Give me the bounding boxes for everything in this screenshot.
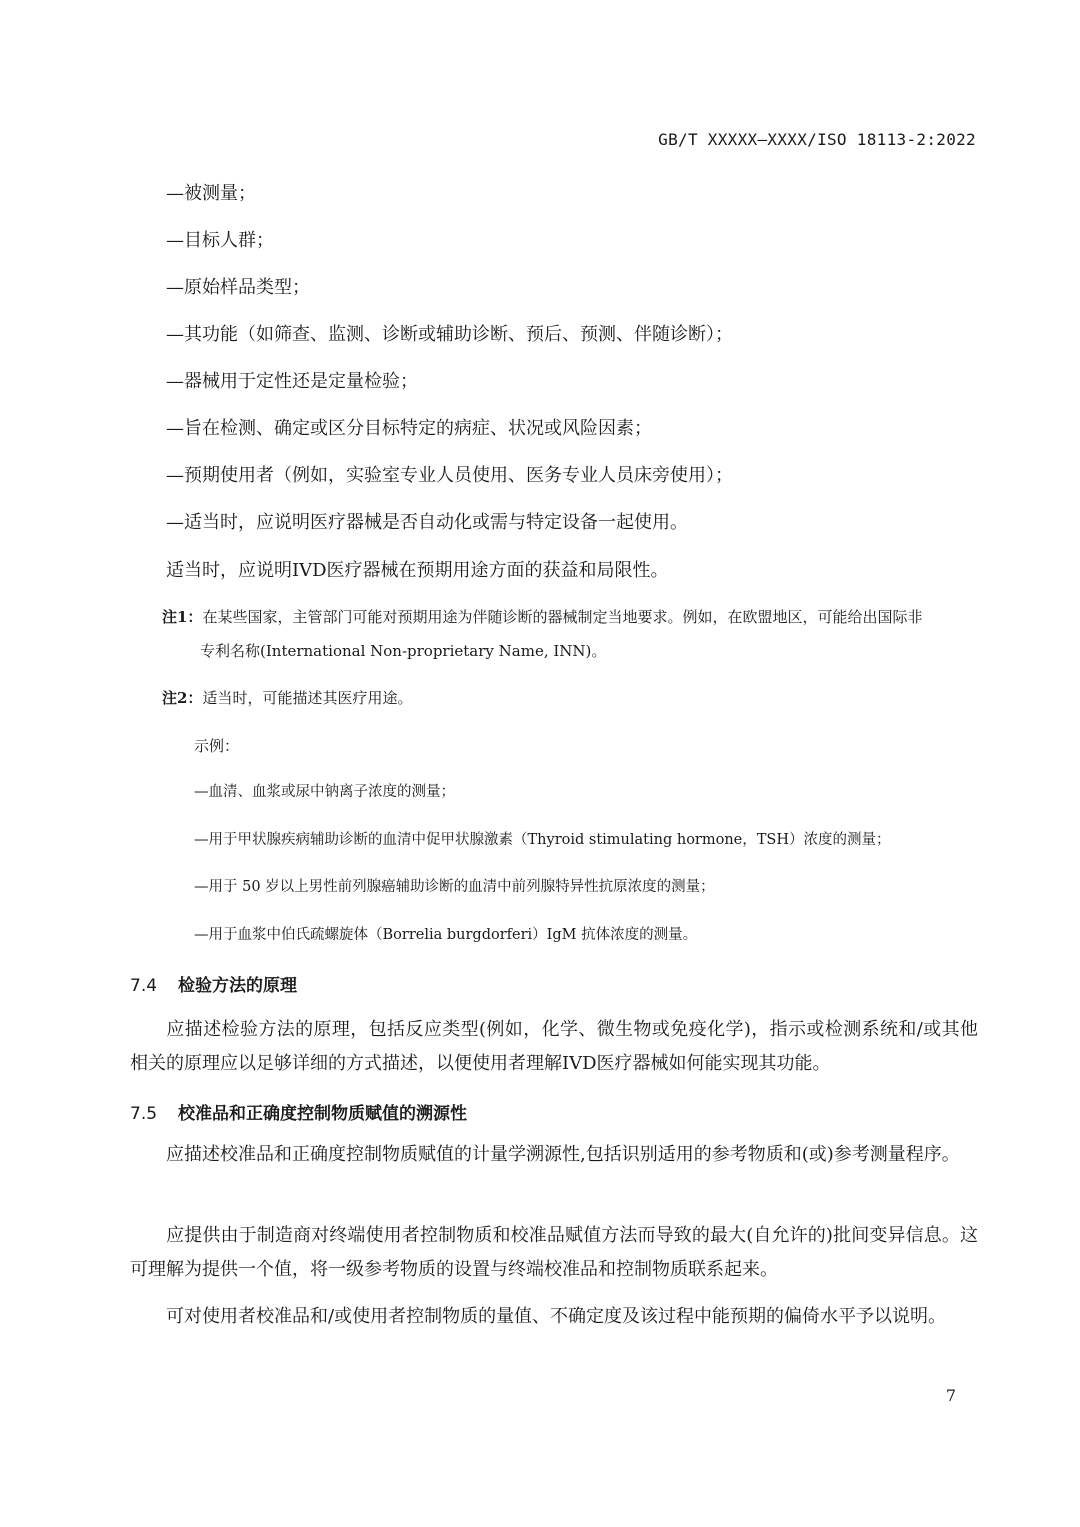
example-item: —血清、血浆或尿中钠离子浓度的测量；: [194, 784, 455, 800]
example-item: —用于甲状腺疾病辅助诊断的血清中促甲状腺激素（Thyroid stimulating hormone，TSH）浓度的测量；: [194, 832, 891, 848]
section-number: 7.5: [130, 1104, 158, 1124]
document-code-header: GB/T XXXXX—XXXX/ISO 18113-2:2022: [658, 130, 976, 149]
list-item-function: —其功能（如筛查、监测、诊断或辅助诊断、预后、预测、伴随诊断）；: [166, 324, 733, 345]
list-item-intended-user: —预期使用者（例如，实验室专业人员使用、医务专业人员床旁使用）；: [166, 465, 733, 486]
example-title: 示例：: [194, 737, 240, 755]
section-7-5-paragraph-2: [130, 1219, 978, 1287]
note-1-label: 注1：: [162, 608, 203, 626]
section-7-4-paragraph: [130, 1013, 978, 1081]
note-1-text-line1: 在某些国家，主管部门可能对预期用途为伴随诊断的器械制定当地要求。例如，在欧盟地区，可能给出国际非: [202, 608, 923, 626]
list-item-automation: —适当时，应说明医疗器械是否自动化或需与特定设备一起使用。: [166, 512, 688, 533]
section-7-5-heading: [130, 1099, 467, 1124]
section-7-5-paragraph-3: [130, 1300, 978, 1334]
section-7-5-paragraph-1: [130, 1138, 978, 1172]
list-item-detection-purpose: —旨在检测、确定或区分目标特定的病症、状况或风险因素；: [166, 418, 652, 439]
note-2-label: 注2：: [162, 689, 203, 707]
example-item: —用于血浆中伯氏疏螺旋体（Borrelia burgdorferi）IgM 抗体浓度的测量。: [194, 927, 698, 943]
section-number: 7.4: [130, 976, 158, 996]
paragraph-text: 应提供由于制造商对终端使用者控制物质和校准品赋值方法而导致的最大(自允许的)批间变异信息。这可理解为提供一个值，将一级参考物质的设置与终端校准品和控制物质联系起来。: [130, 1225, 978, 1280]
section-title: 检验方法的原理: [178, 976, 297, 996]
note-2-text: 适当时，可能描述其医疗用途。: [202, 689, 413, 707]
note-1: [162, 605, 922, 629]
section-7-4-heading: [130, 971, 297, 996]
list-item-specimen-type: —原始样品类型；: [166, 277, 310, 298]
paragraph-text: 应描述校准品和正确度控制物质赋值的计量学溯源性,包括识别适用的参考物质和(或)参考测量程序。: [166, 1144, 960, 1165]
benefit-limitation-statement: 适当时，应说明IVD医疗器械在预期用途方面的获益和局限性。: [166, 560, 669, 581]
note-1-text-line2: 专利名称(International Non-proprietary Name, INN)。: [200, 642, 607, 660]
list-item-measurand: —被测量；: [166, 183, 256, 204]
paragraph-text: 可对使用者校准品和/或使用者控制物质的量值、不确定度及该过程中能预期的偏倚水平予以说明。: [166, 1306, 947, 1327]
note-2: [162, 686, 412, 710]
list-item-target-population: —目标人群；: [166, 230, 274, 251]
example-item: —用于 50 岁以上男性前列腺癌辅助诊断的血清中前列腺特异性抗原浓度的测量；: [194, 879, 715, 895]
paragraph-text: 应描述检验方法的原理，包括反应类型(例如，化学、微生物或免疫化学)，指示或检测系统和/或其他相关的原理应以足够详细的方式描述，以便使用者理解IVD医疗器械如何能实现其功能。: [130, 1019, 978, 1074]
list-item-qualitative-quantitative: —器械用于定性还是定量检验；: [166, 371, 418, 392]
page-number: 7: [945, 1386, 956, 1405]
section-title: 校准品和正确度控制物质赋值的溯源性: [178, 1104, 467, 1124]
